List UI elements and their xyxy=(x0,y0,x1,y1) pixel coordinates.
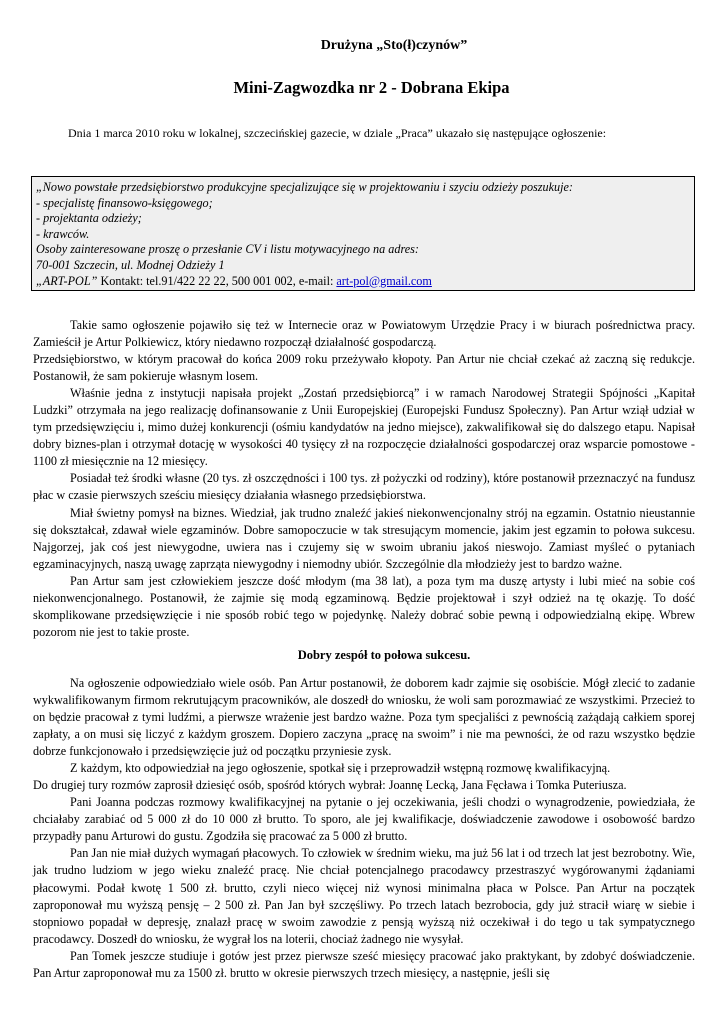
paragraph: Posiadał też środki własne (20 tys. zł oszczędności i 100 tys. zł pożyczki od rodziny), które postanowił przeznaczyć na fundusz płac w czasie pierwszych sześciu miesięcy działania własnego przedsiębiorstwa. xyxy=(33,471,695,503)
paragraph: Pan Artur sam jest człowiekiem jeszcze dość młodym (ma 38 lat), a poza tym ma duszę artysty i lubi mieć na sobie coś niekonwencjonalnego. Postanowił, że zajmie się modą egzaminową. Będzie projektował i szył odzież na tę okazję. To dość skomplikowane przedsięwzięcie i nie sposób robić tego w pojedynkę. Należy dobrać sobie pewną i odpowiedzialną ekipę. Wbrew pozorom nie jest to takie proste. xyxy=(33,573,695,639)
ad-company: „ART-POL” xyxy=(36,273,98,288)
paragraph: Pan Tomek jeszcze studiuje i gotów jest przez pierwsze sześć miesięcy pracować jako praktykant, by zdobyć doświadczenie. Pan Artur zaproponował mu za 1500 zł. brutto w okresie pierwszych trzech miesięcy, a następnie, jeśli się xyxy=(33,948,695,980)
job-advertisement-box xyxy=(31,176,695,291)
ad-line: Osoby zainteresowane proszę o przesłanie CV i listu motywacyjnego na adres: xyxy=(36,242,419,257)
paragraph: Przedsiębiorstwo, w którym pracował do końca 2009 roku przeżywało kłopoty. Pan Artur nie chciał czekać aż zaczną się redukcje. Postanowił, że sam pokieruje własnym losem. xyxy=(33,352,695,384)
ad-line: 70-001 Szczecin, ul. Modnej Odzieży 1 xyxy=(36,257,225,272)
ad-line: - projektanta odzieży; xyxy=(36,211,142,226)
paragraph: Do drugiej tury rozmów zaprosił dziesięć osób, spośród których wybrał: Joannę Lecką, Jana Fęcława i Tomka Puteriusza. xyxy=(33,778,627,793)
paragraph: Pani Joanna podczas rozmowy kwalifikacyjnej na pytanie o jej oczekiwania, jeśli chodzi o wynagrodzenie, powiedziała, że chciałaby zarabiać od 5 000 zł do 10 000 zł brutto. To sporo, ale jej kwalifikacje, doświadczenie zawodowe i osobowość bardzo przypadły panu Arturowi do gustu. Zgodziła się pracować za 5 000 zł brutto. xyxy=(33,795,695,844)
section-heading: Dobry zespół to połowa sukcesu. xyxy=(297,647,471,662)
paragraph: Na ogłoszenie odpowiedziało wiele osób. Pan Artur postanowił, że doborem kadr zajmie się osobiście. Mógł zlecić to zadanie wykwalifikowanym firmom rekrutującym pracowników, ale doszedł do wniosku, że woli sam porozmawiać ze wszystkimi. Przecież to on będzie pracował z tymi ludźmi, a pierwsze wrażenie jest bardzo ważne. Poza tym specjaliści z pewnością zażądają całkiem sporej zapłaty, a on musi się liczyć z każdym groszem. Dopiero zaczyna „pracę na swoim” i nie ma pewności, że od razu wszystko będzie dobrze funkcjonowało i przedsięwzięcie już od początku przyniesie zysk. xyxy=(33,675,695,759)
paragraph: Miał świetny pomysł na biznes. Wiedział, jak trudno znaleźć jakieś niekonwencjonalny strój na egzamin. Ostatnio nieustannie się dokształcał, zdawał wiele egzaminów. Dobre samopoczucie w tak stresującym momencie, jakim jest egzamin to połowa sukcesu. Najgorzej, jak coś jest niewygodne, uwiera nas i czujemy się w swoim ubraniu jakoś nieswojo. Zamiast myśleć o pytaniach egzaminacyjnych, naszą uwagę zaprząta niewygodny i niemodny ubiór. Szczególnie dla młodzieży jest to bardzo ważne. xyxy=(33,505,695,571)
ad-email-link[interactable]: art-pol@gmail.com xyxy=(336,273,432,288)
article-body xyxy=(33,317,695,982)
document-title: Mini-Zagwozdka nr 2 - Dobrana Ekipa xyxy=(233,78,510,97)
paragraph: Takie samo ogłoszenie pojawiło się też w Internecie oraz w Powiatowym Urzędzie Pracy i w biurach pośrednictwa pracy. Zamieścił je Artur Polkiewicz, który niedawno rozpoczął działalność gospodarczą. xyxy=(33,318,695,350)
ad-contact: Kontakt: tel.91/422 22 22, 500 001 002, e-mail: xyxy=(97,273,337,288)
paragraph: Właśnie jedna z instytucji napisała projekt „Zostań przedsiębiorcą” i w ramach Narodowej Strategii Spójności „Kapitał Ludzki” otrzymała na jego realizację dofinansowanie z Unii Europejskiej (Europejski Fundusz Społeczny). Pan Artur wziął udział w tym przedsięwzięciu i, mimo dużej konkurencji (ośmiu kandydatów na jedno miejsce), zakwalifikował się do dalszego etapu. Napisał dobry biznes-plan i otrzymał dotację w wysokości 40 tysięcy zł na rozpoczęcie działalności gospodarczej oraz wsparcie pomostowe - 1100 zł miesięcznie na 12 miesięcy. xyxy=(33,386,695,469)
ad-line: „Nowo powstałe przedsiębiorstwo produkcyjne specjalizujące się w projektowaniu i szyciu odzieży poszukuje: xyxy=(36,180,573,194)
ad-line: - specjalistę finansowo-księgowego; xyxy=(36,195,213,210)
intro-text: Dnia 1 marca 2010 roku w lokalnej, szczecińskiej gazecie, w dziale „Praca” ukazało się następujące ogłoszenie: xyxy=(68,126,607,140)
paragraph: Pan Jan nie miał dużych wymagań płacowych. To człowiek w średnim wieku, ma już 56 lat i od trzech lat jest bezrobotny. Wie, jak trudno ludziom w jego wieku znaleźć pracę. Nie chciał potencjalnego pracodawcy przestraszyć wygórowanymi żądaniami płacowymi. Podał kwotę 1 500 zł. brutto, czyli nieco więcej niż wynosi minimalna płaca w Polsce. Pan Artur na początek zaproponował mu wyższą pensję – 2 500 zł. Pan Jan był szczęśliwy. Po trzech latach bezrobocia, gdy już stracił wiarę w siebie i stopniowo popadał w depresję, znalazł pracę w swoim zawodzie z pensją wyższą niż oczekiwał i do tego u tak sympatycznego pracodawcy. Doszedł do wniosku, że wygrał los na loterii, chociaż żadnego nie wysyłał. xyxy=(33,846,695,946)
team-name: Drużyna „Sto(ł)czynów” xyxy=(320,38,468,53)
paragraph: Z każdym, kto odpowiedział na jego ogłoszenie, spotkał się i przeprowadził wstępną rozmowę kwalifikacyjną. xyxy=(70,761,611,776)
ad-line: - krawców. xyxy=(36,226,90,241)
ad-contact-line xyxy=(36,274,690,290)
